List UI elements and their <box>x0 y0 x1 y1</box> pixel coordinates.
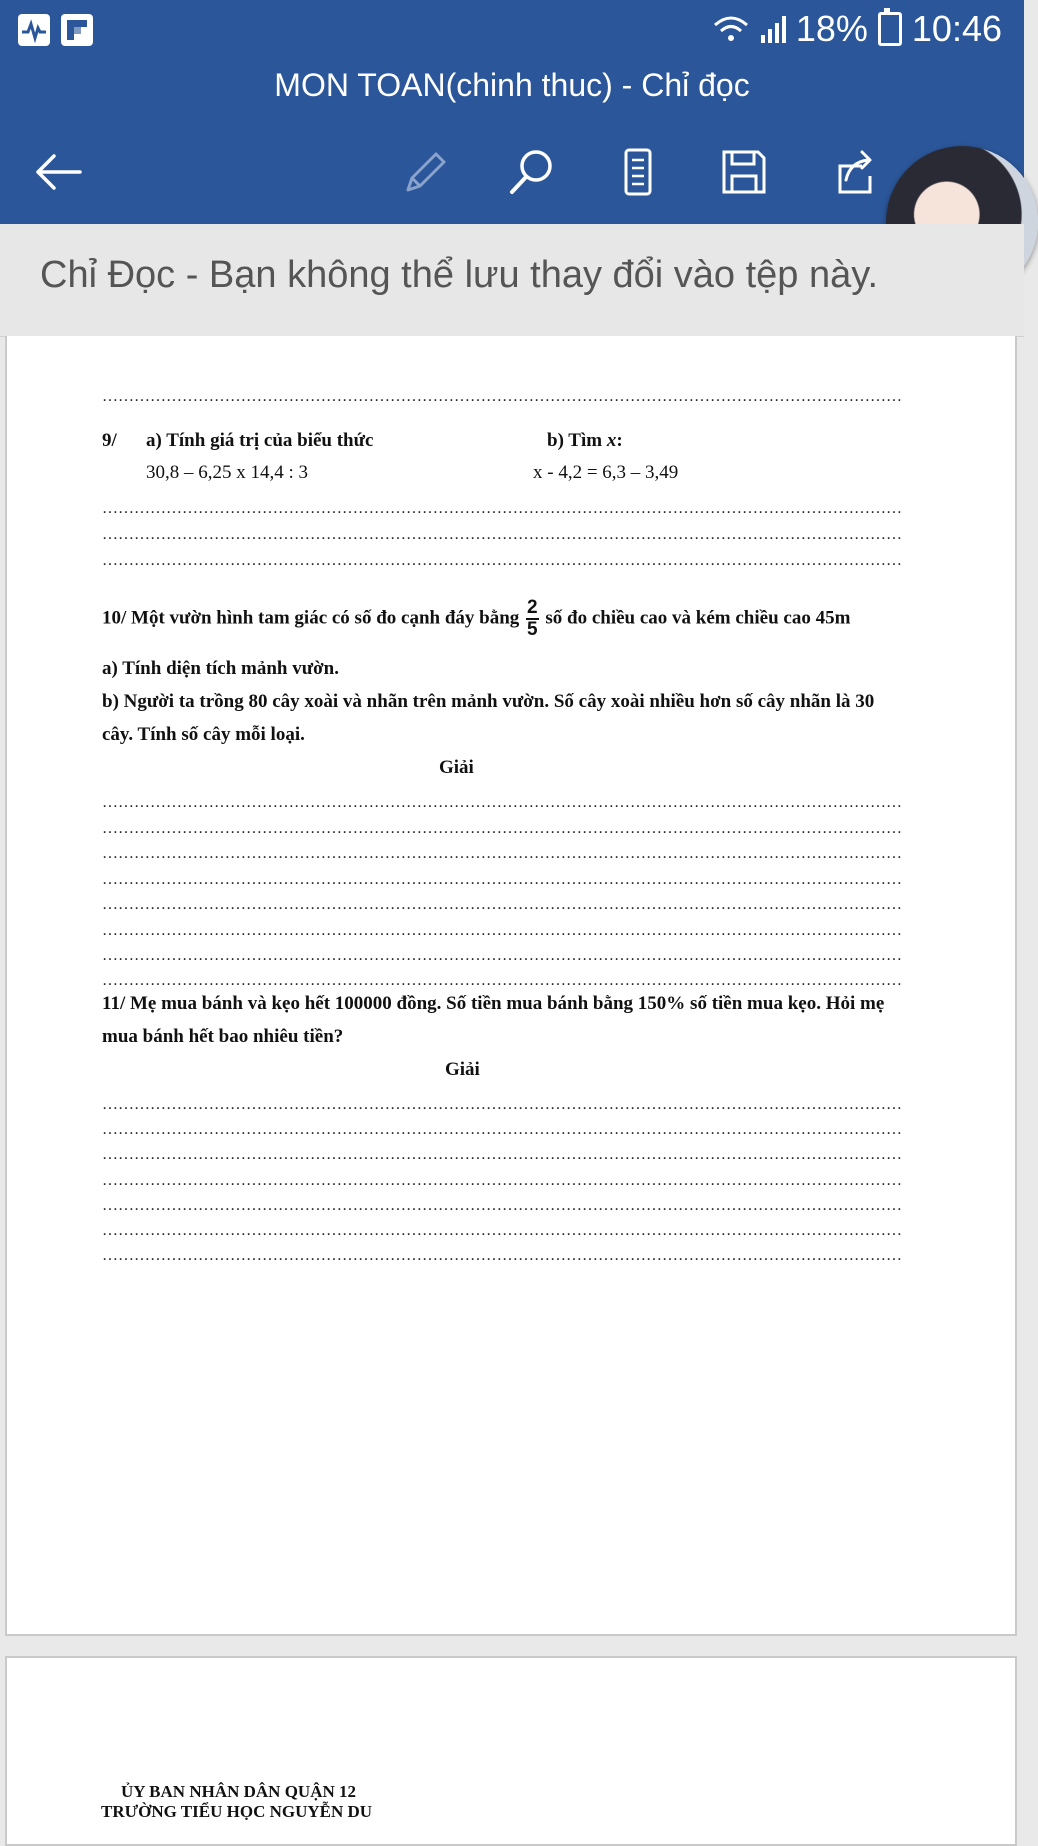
answer-line: …………………………………………………………………………………………………………………………………… <box>102 1146 902 1163</box>
answer-line: …………………………………………………………………………………………………………………………………… <box>102 845 902 862</box>
wifi-icon <box>711 13 751 45</box>
question-11-solution-label: Giải <box>445 1059 480 1080</box>
fraction: $\frac{2}{5}$ <box>527 597 538 640</box>
save-icon <box>718 146 770 198</box>
answer-line: …………………………………………………………………………………………………………………………………… <box>102 972 902 989</box>
reading-view-icon <box>618 146 658 198</box>
back-button[interactable] <box>26 140 90 204</box>
answer-line: …………………………………………………………………………………………………………………………………… <box>102 500 902 517</box>
question-10-solution-label: Giải <box>439 757 474 778</box>
page-2-header-line2: TRƯỜNG TIỂU HỌC NGUYỄN DU <box>101 1802 373 1821</box>
answer-line: …………………………………………………………………………………………………………………………………… <box>102 388 902 405</box>
answer-line: …………………………………………………………………………………………………………………………………… <box>102 1247 902 1264</box>
share-button[interactable] <box>818 140 882 204</box>
question-9-expression-a: 30,8 – 6,25 x 14,4 : 3 <box>146 462 309 483</box>
edit-button[interactable] <box>394 140 458 204</box>
status-bar <box>0 0 1024 62</box>
answer-line: …………………………………………………………………………………………………………………………………… <box>102 526 902 543</box>
page-2-header-line1: ỦY BAN NHÂN DÂN QUẬN 12 <box>121 1782 357 1801</box>
question-11-line1: 11/ Mẹ mua bánh và kẹo hết 100000 đồng. Số tiền mua bánh bằng 150% số tiền mua kẹo. Hỏi mẹ <box>102 993 885 1014</box>
share-icon <box>824 146 876 198</box>
reading-view-button[interactable] <box>606 140 670 204</box>
question-9-part-b: b) Tìm x: <box>547 430 623 451</box>
question-9-expression-b: x - 4,2 = 6,3 – 3,49 <box>533 462 679 483</box>
answer-line: …………………………………………………………………………………………………………………………………… <box>102 922 902 939</box>
battery-icon <box>878 12 902 46</box>
answer-line: …………………………………………………………………………………………………………………………………… <box>102 794 902 811</box>
clock: 10:46 <box>911 8 1002 49</box>
answer-line: …………………………………………………………………………………………………………………………………… <box>102 1172 902 1189</box>
question-9-part-a: a) Tính giá trị của biểu thức <box>146 430 374 451</box>
search-icon <box>506 146 558 198</box>
toolbar <box>0 124 1024 224</box>
document-title: MON TOAN(chinh thuc) - Chỉ đọc <box>0 62 1024 124</box>
signal-strength-icon <box>761 15 786 43</box>
document-page-2 <box>5 1656 1017 1846</box>
document-page <box>5 336 1017 1636</box>
pencil-icon <box>400 146 452 198</box>
question-9-number: 9/ <box>102 430 117 451</box>
read-only-message: Chỉ Đọc - Bạn không thể lưu thay đổi vào tệp này. <box>40 254 879 296</box>
activity-notification-icon <box>18 14 50 46</box>
question-10-part-b-line2: cây. Tính số cây mỗi loại. <box>102 724 305 745</box>
answer-line: …………………………………………………………………………………………………………………………………… <box>102 1197 902 1214</box>
answer-line: …………………………………………………………………………………………………………………………………… <box>102 896 902 913</box>
question-10-part-b-line1: b) Người ta trồng 80 cây xoài và nhãn trên mảnh vườn. Số cây xoài nhiều hơn số cây nhãn là 30 <box>102 691 875 712</box>
question-11-line2: mua bánh hết bao nhiêu tiền? <box>102 1026 344 1047</box>
answer-line: …………………………………………………………………………………………………………………………………… <box>102 871 902 888</box>
search-button[interactable] <box>500 140 564 204</box>
answer-line: …………………………………………………………………………………………………………………………………… <box>102 1121 902 1138</box>
answer-line: …………………………………………………………………………………………………………………………………… <box>102 947 902 964</box>
battery-percentage: 18% <box>795 8 868 49</box>
flipboard-notification-icon <box>61 14 93 46</box>
read-only-banner <box>0 224 1024 337</box>
question-10-text: 10/ Một vườn hình tam giác có số đo cạnh đáy bằng $\frac{2}{5}$ số đo chiều cao và kém chiều cao 45m <box>102 597 851 640</box>
save-button[interactable] <box>712 140 776 204</box>
answer-line: …………………………………………………………………………………………………………………………………… <box>102 820 902 837</box>
question-10-part-a: a) Tính diện tích mảnh vườn. <box>102 658 339 679</box>
answer-line: …………………………………………………………………………………………………………………………………… <box>102 552 902 569</box>
answer-line: …………………………………………………………………………………………………………………………………… <box>102 1222 902 1239</box>
answer-line: …………………………………………………………………………………………………………………………………… <box>102 1096 902 1113</box>
back-arrow-icon <box>32 152 84 192</box>
